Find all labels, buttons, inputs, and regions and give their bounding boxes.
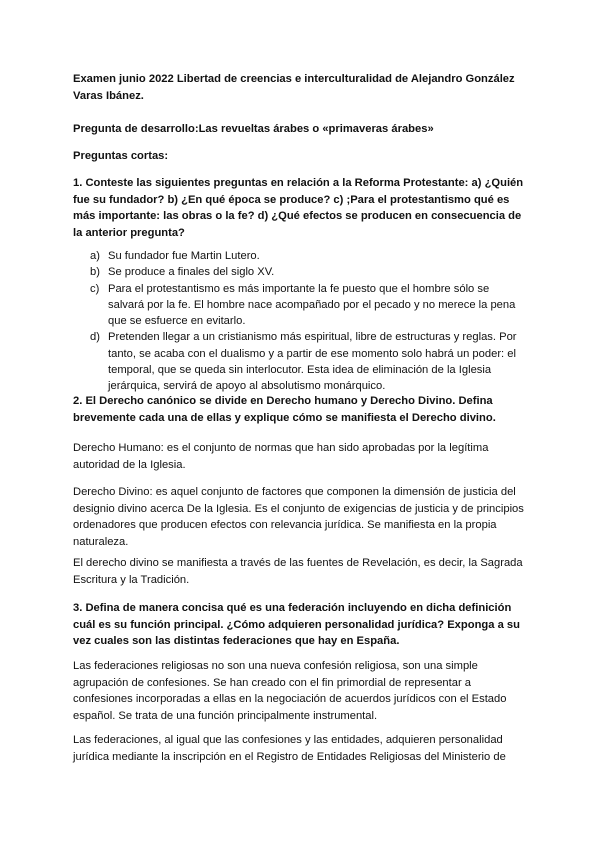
answer-item: d) Pretenden llegar a un cristianismo más espiritual, libre de estructuras y reglas. Por tanto, se acaba con el dualismo y a partir de ese momento solo habrá un poder: el temporal, que se queda sin interlocutor. Esta idea de eliminación de la Iglesia jerárquica, servirá de apoyo al absolutismo monárquico. xyxy=(90,331,517,393)
question-2-paragraph: Derecho Divino: es aquel conjunto de factores que componen la dimensión de justicia del designio divino acerca De la Iglesia. Es el conjunto de exigencias de justicia y de principios ordenadores que producen efectos con relevancia jurídica. Se manifiesta en la propia naturaleza. xyxy=(73,486,524,548)
question-1: 1. Conteste las siguientes preguntas en relación a la Reforma Protestante: a) ¿Quién fue su fundador? b) ¿En qué época se produce? c) ;Para el protestantismo qué es más importante: las obras o la fe? d) ¿Qué efectos se producen en consecuencia de la anterior pregunta? xyxy=(73,177,524,239)
question-2-paragraph: Derecho Humano: es el conjunto de normas que han sido aprobadas por la legítima autoridad de la Iglesia. xyxy=(73,442,489,471)
answer-item: a) Su fundador fue Martin Lutero. xyxy=(90,250,260,262)
question-1-answers xyxy=(90,248,527,395)
document-title: Examen junio 2022 Libertad de creencias e interculturalidad de Alejandro González Varas Ibánez. xyxy=(73,73,515,102)
question-3: 3. Defina de manera concisa qué es una federación incluyendo en dicha definición cuál es su función principal. ¿Cómo adquieren personalidad jurídica? Exponga a su vez cuales son las distintas federaciones que hay en España. xyxy=(73,602,520,647)
question-3-paragraph: Las federaciones, al igual que las confesiones y las entidades, adquieren personalidad jurídica mediante la inscripción en el Registro de Entidades Religiosas del Ministerio de xyxy=(73,734,506,763)
short-questions-heading: Preguntas cortas: xyxy=(73,150,169,162)
question-2-paragraph: El derecho divino se manifiesta a través de las fuentes de Revelación, es decir, la Sagrada Escritura y la Tradición. xyxy=(73,557,523,586)
question-3-paragraph: Las federaciones religiosas no son una nueva confesión religiosa, son una simple agrupación de confesiones. Se han creado con el fin primordial de representar a confesiones incorporadas a ellas en la negociación de acuerdos jurídicos con el Estado español. Se trata de una función principalmente instrumental. xyxy=(73,660,507,722)
essay-question-heading: Pregunta de desarrollo:Las revueltas árabes o «primaveras árabes» xyxy=(73,123,434,135)
answer-item: b) Se produce a finales del siglo XV. xyxy=(90,266,275,279)
answer-item: c) Para el protestantismo es más importante la fe puesto que el hombre sólo se salvará por la fe. El hombre nace acompañado por el pecado y no merece la pena que se esfuerce en evitarlo. xyxy=(90,282,516,328)
question-2: 2. El Derecho canónico se divide en Derecho humano y Derecho Divino. Defina brevemente cada una de ellas y explique cómo se manifiesta el Derecho divino. xyxy=(73,395,496,424)
